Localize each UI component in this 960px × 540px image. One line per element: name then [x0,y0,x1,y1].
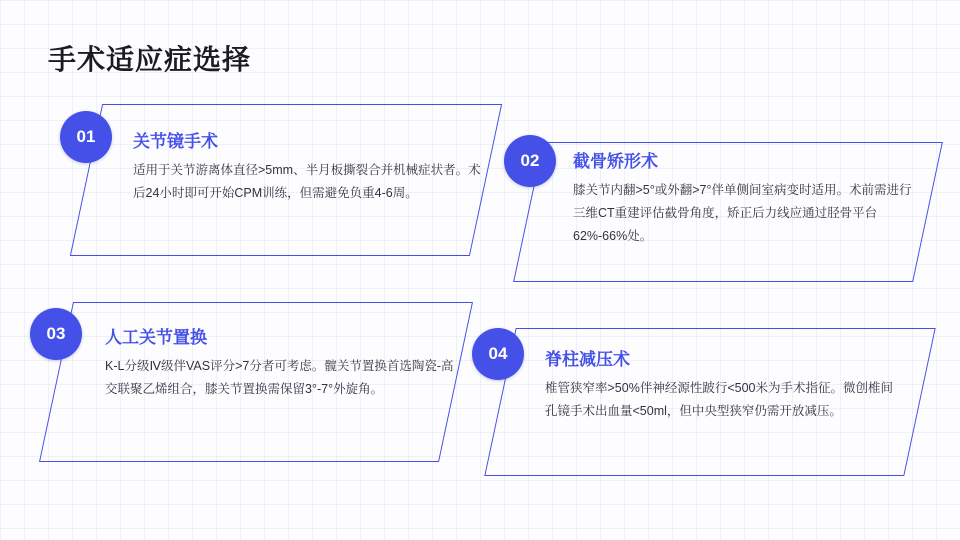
card-3-body: K-L分级Ⅳ级伴VAS评分>7分者可考虑。髋关节置换首选陶瓷-高交联聚乙烯组合，膝关节置换需保留3°-7°外旋角。 [105,359,454,397]
card-2-content [529,143,927,281]
card-1-content [87,105,485,255]
card-3-number-badge: 03 [30,308,82,360]
card-1-number-badge: 01 [60,111,112,163]
card-3[interactable] [39,302,473,462]
card-1-body: 适用于关节游离体直径>5mm、半月板撕裂合并机械症状者。术后24小时即可开始CPM训练，但需避免负重4-6周。 [133,163,481,201]
card-4-number-badge: 04 [472,328,524,380]
card-2-heading: 截骨矫形术 [573,152,658,171]
page-title: 手术适应症选择 [48,44,252,75]
card-4-heading: 脊柱减压术 [545,350,630,369]
card-3-heading: 人工关节置换 [105,328,207,347]
card-2-number-badge: 02 [504,135,556,187]
card-4-body: 椎管狭窄率>50%伴神经源性跛行<500米为手术指征。微创椎间孔镜手术出血量<50ml，但中央型狭窄仍需开放减压。 [545,381,893,419]
card-2[interactable] [513,142,943,282]
card-3-content [57,303,455,461]
card-1[interactable] [70,104,502,256]
card-2-body: 膝关节内翻>5°或外翻>7°伴单侧间室病变时适用。术前需进行三维CT重建评估截骨角度，矫正后力线应通过胫骨平台62%-66%处。 [573,183,912,244]
card-1-heading: 关节镜手术 [133,132,218,151]
card-4-content [501,329,919,475]
card-4[interactable] [484,328,935,476]
